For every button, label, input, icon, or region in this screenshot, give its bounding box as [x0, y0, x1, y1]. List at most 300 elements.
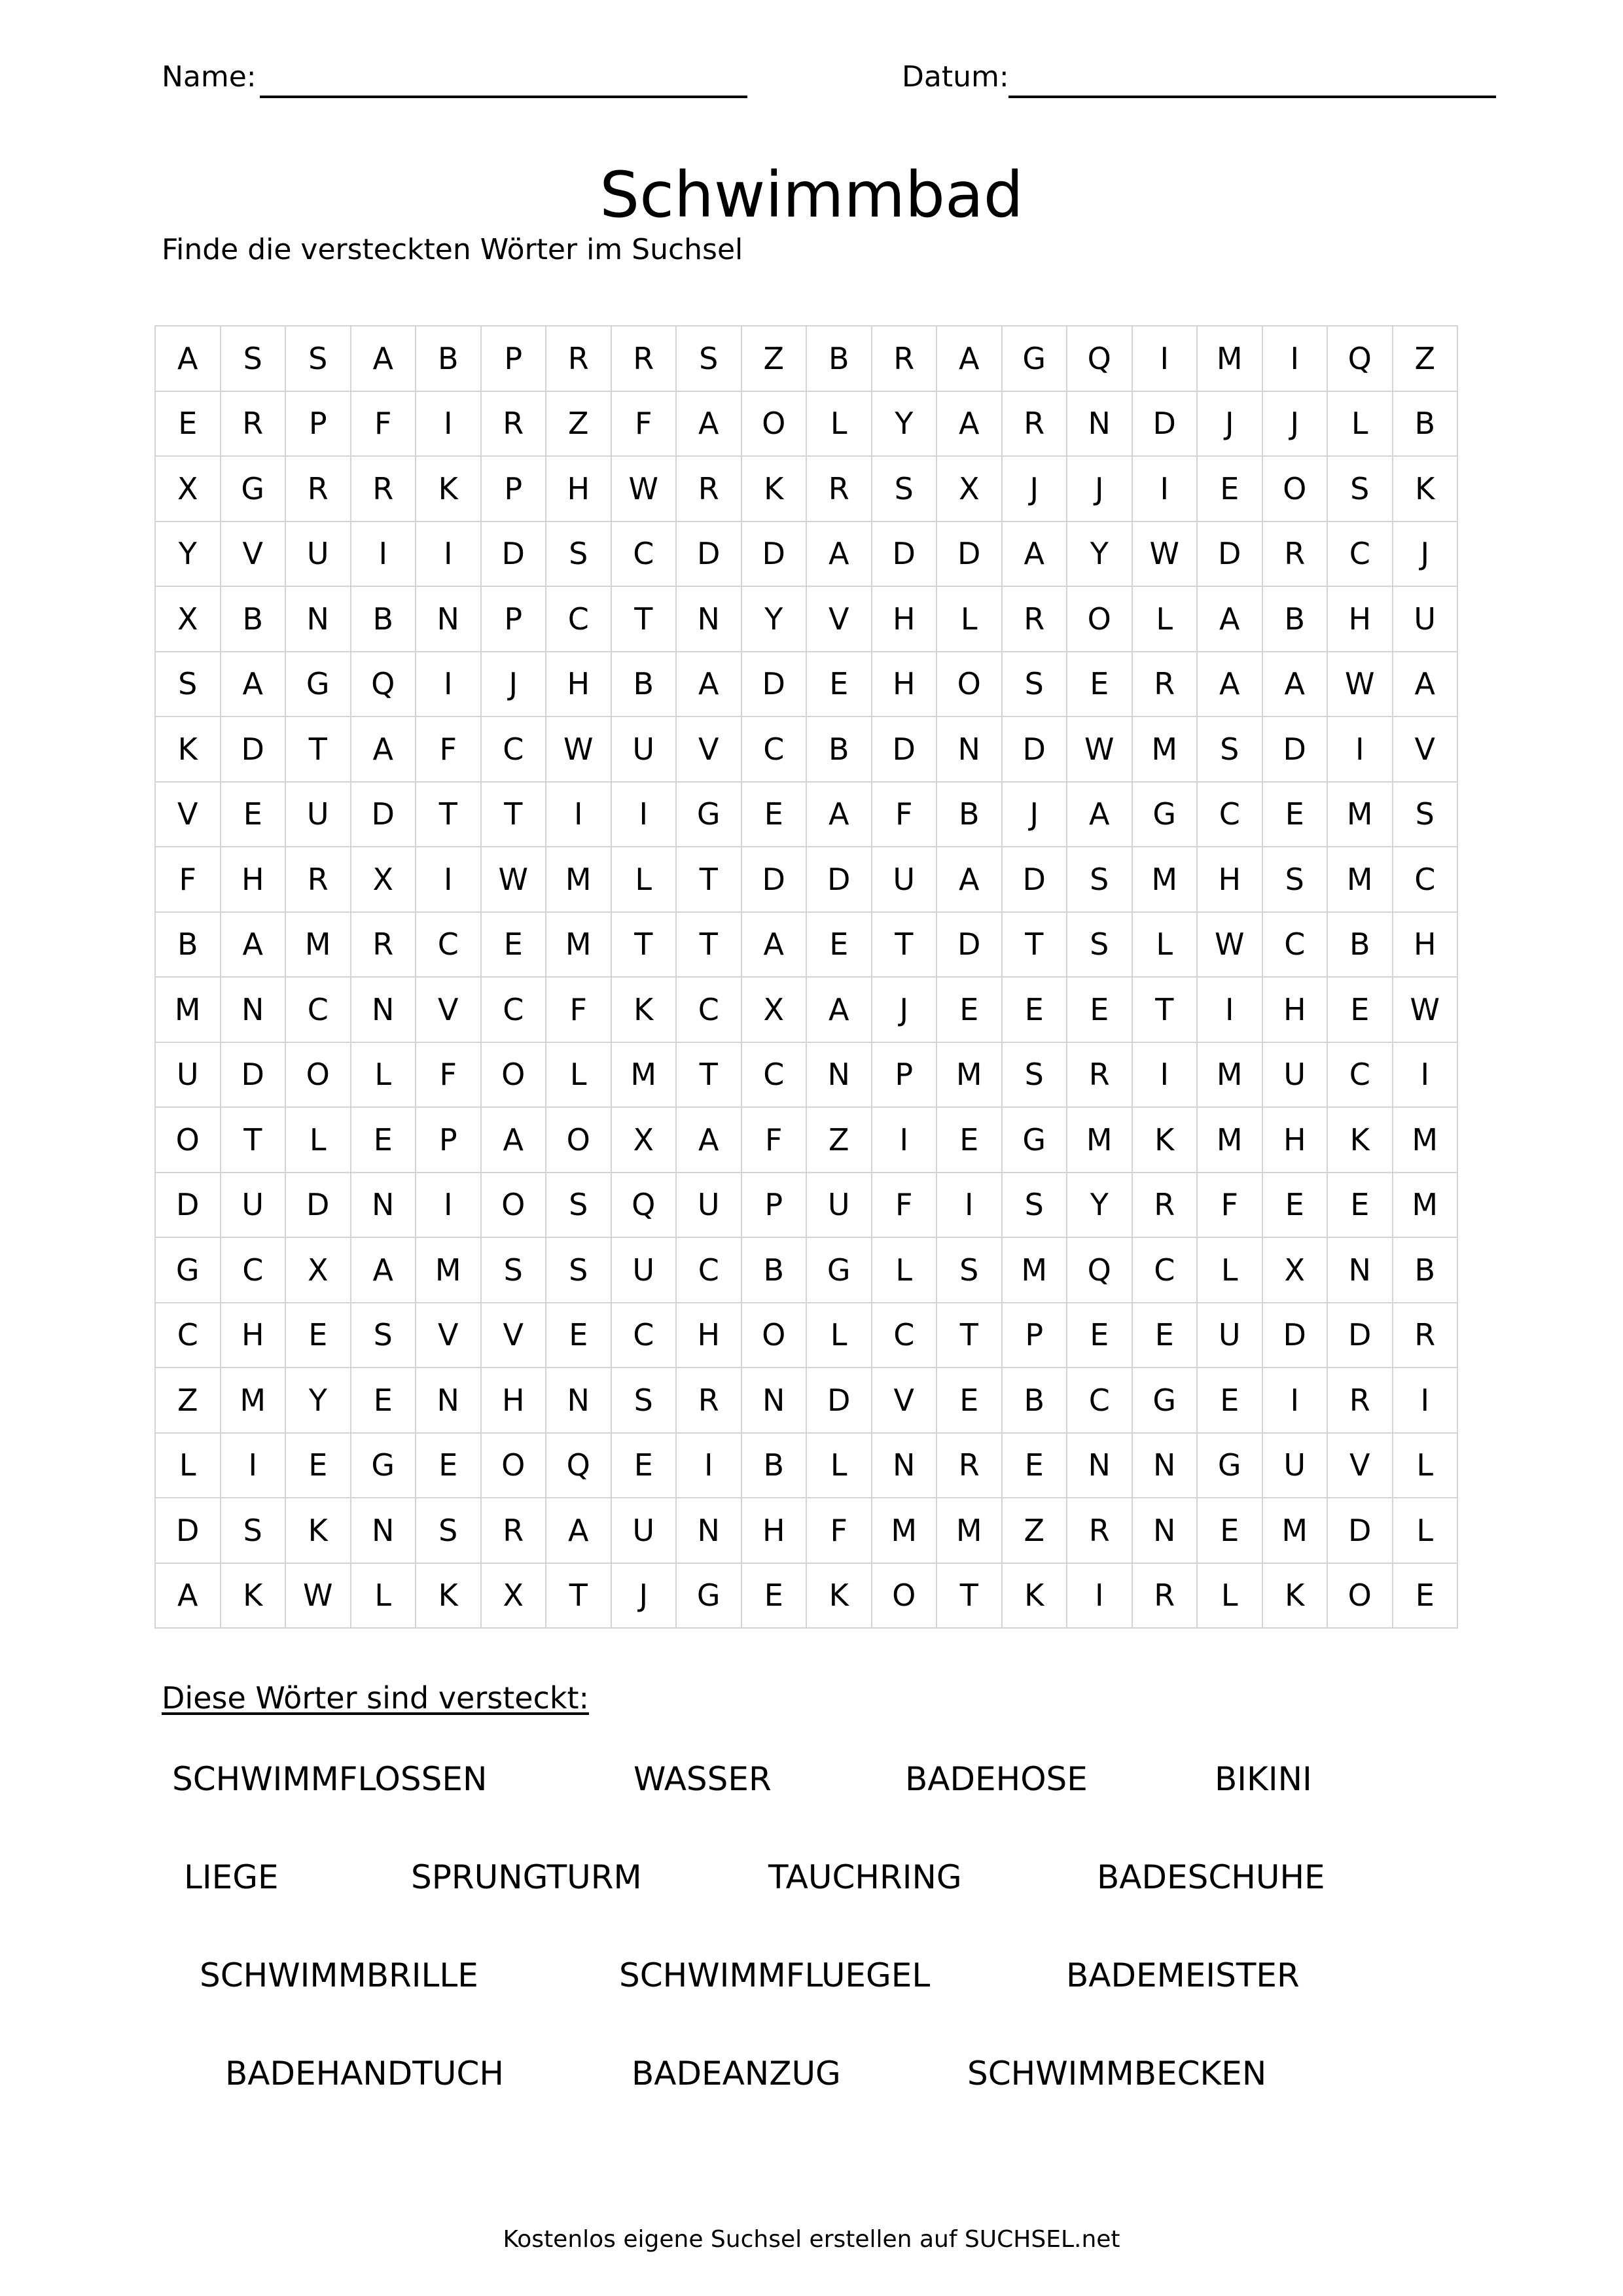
grid-cell[interactable]: M — [285, 912, 351, 978]
grid-cell[interactable]: J — [1197, 391, 1262, 457]
grid-cell[interactable]: D — [155, 1173, 221, 1238]
grid-cell[interactable]: R — [1067, 1042, 1132, 1108]
grid-cell[interactable]: B — [611, 652, 677, 717]
grid-cell[interactable]: X — [285, 1237, 351, 1303]
grid-cell[interactable]: D — [351, 782, 416, 847]
grid-cell[interactable]: E — [1327, 1173, 1393, 1238]
grid-cell[interactable]: L — [546, 1042, 611, 1108]
grid-cell[interactable]: E — [285, 1433, 351, 1498]
grid-cell[interactable]: Y — [155, 521, 221, 587]
grid-cell[interactable]: I — [351, 521, 416, 587]
grid-cell[interactable]: K — [741, 456, 807, 521]
grid-cell[interactable]: F — [611, 391, 677, 457]
grid-cell[interactable]: G — [1197, 1433, 1262, 1498]
grid-cell[interactable]: J — [1002, 456, 1067, 521]
grid-cell[interactable]: C — [481, 977, 546, 1042]
grid-cell[interactable]: A — [155, 1563, 221, 1629]
grid-cell[interactable]: X — [936, 456, 1002, 521]
grid-cell[interactable]: E — [1002, 977, 1067, 1042]
grid-cell[interactable]: S — [1262, 847, 1328, 912]
grid-cell[interactable]: E — [936, 1368, 1002, 1433]
grid-cell[interactable]: S — [611, 1368, 677, 1433]
grid-cell[interactable]: D — [1002, 847, 1067, 912]
grid-cell[interactable]: R — [1002, 391, 1067, 457]
grid-cell[interactable]: C — [676, 1237, 741, 1303]
grid-cell[interactable]: D — [936, 912, 1002, 978]
grid-cell[interactable]: H — [1197, 847, 1262, 912]
grid-cell[interactable]: Q — [611, 1173, 677, 1238]
grid-cell[interactable]: Z — [1002, 1498, 1067, 1563]
grid-cell[interactable]: D — [741, 521, 807, 587]
grid-cell[interactable]: N — [936, 716, 1002, 782]
grid-cell[interactable]: V — [806, 586, 872, 652]
grid-cell[interactable]: W — [1327, 652, 1393, 717]
grid-cell[interactable]: C — [611, 1303, 677, 1368]
grid-cell[interactable]: C — [1132, 1237, 1198, 1303]
grid-cell[interactable]: A — [1197, 586, 1262, 652]
grid-cell[interactable]: L — [155, 1433, 221, 1498]
grid-cell[interactable]: S — [1067, 847, 1132, 912]
grid-cell[interactable]: S — [1002, 1042, 1067, 1108]
grid-cell[interactable]: G — [1132, 782, 1198, 847]
grid-cell[interactable]: X — [351, 847, 416, 912]
grid-cell[interactable]: K — [1262, 1563, 1328, 1629]
grid-cell[interactable]: D — [1327, 1303, 1393, 1368]
grid-cell[interactable]: U — [611, 1498, 677, 1563]
grid-cell[interactable]: E — [1197, 1498, 1262, 1563]
grid-cell[interactable]: M — [1197, 326, 1262, 391]
grid-cell[interactable]: G — [806, 1237, 872, 1303]
grid-cell[interactable]: E — [936, 977, 1002, 1042]
grid-cell[interactable]: H — [546, 652, 611, 717]
grid-cell[interactable]: A — [1002, 521, 1067, 587]
grid-cell[interactable]: E — [936, 1107, 1002, 1173]
grid-cell[interactable]: A — [155, 326, 221, 391]
grid-cell[interactable]: E — [1262, 782, 1328, 847]
grid-cell[interactable]: H — [1262, 1107, 1328, 1173]
grid-cell[interactable]: L — [1393, 1498, 1458, 1563]
grid-cell[interactable]: E — [1132, 1303, 1198, 1368]
grid-cell[interactable]: N — [546, 1368, 611, 1433]
grid-cell[interactable]: R — [611, 326, 677, 391]
grid-cell[interactable]: P — [481, 326, 546, 391]
grid-cell[interactable]: B — [741, 1237, 807, 1303]
grid-cell[interactable]: K — [806, 1563, 872, 1629]
grid-cell[interactable]: H — [481, 1368, 546, 1433]
grid-cell[interactable]: Q — [1067, 1237, 1132, 1303]
grid-cell[interactable]: M — [416, 1237, 481, 1303]
grid-cell[interactable]: R — [351, 456, 416, 521]
grid-cell[interactable]: M — [1327, 782, 1393, 847]
grid-cell[interactable]: A — [1067, 782, 1132, 847]
grid-cell[interactable]: R — [351, 912, 416, 978]
grid-cell[interactable]: P — [481, 456, 546, 521]
grid-cell[interactable]: I — [1262, 326, 1328, 391]
grid-cell[interactable]: D — [285, 1173, 351, 1238]
grid-cell[interactable]: H — [741, 1498, 807, 1563]
grid-cell[interactable]: H — [1393, 912, 1458, 978]
grid-cell[interactable]: K — [221, 1563, 286, 1629]
grid-cell[interactable]: F — [872, 782, 937, 847]
grid-cell[interactable]: S — [481, 1237, 546, 1303]
grid-cell[interactable]: K — [155, 716, 221, 782]
grid-cell[interactable]: U — [1197, 1303, 1262, 1368]
grid-cell[interactable]: I — [1132, 326, 1198, 391]
date-line[interactable] — [1008, 96, 1496, 98]
grid-cell[interactable]: N — [806, 1042, 872, 1108]
grid-cell[interactable]: T — [1132, 977, 1198, 1042]
grid-cell[interactable]: E — [1067, 1303, 1132, 1368]
grid-cell[interactable]: V — [221, 521, 286, 587]
grid-cell[interactable]: D — [936, 521, 1002, 587]
grid-cell[interactable]: D — [1132, 391, 1198, 457]
grid-cell[interactable]: K — [611, 977, 677, 1042]
grid-cell[interactable]: K — [416, 456, 481, 521]
grid-cell[interactable]: Z — [806, 1107, 872, 1173]
grid-cell[interactable]: F — [155, 847, 221, 912]
grid-cell[interactable]: A — [936, 847, 1002, 912]
grid-cell[interactable]: N — [416, 586, 481, 652]
grid-cell[interactable]: E — [416, 1433, 481, 1498]
grid-cell[interactable]: R — [285, 456, 351, 521]
grid-cell[interactable]: N — [351, 977, 416, 1042]
grid-cell[interactable]: R — [1132, 1173, 1198, 1238]
grid-cell[interactable]: Q — [1067, 326, 1132, 391]
grid-cell[interactable]: I — [1393, 1368, 1458, 1433]
grid-cell[interactable]: L — [806, 391, 872, 457]
grid-cell[interactable]: D — [806, 847, 872, 912]
grid-cell[interactable]: E — [806, 912, 872, 978]
grid-cell[interactable]: N — [676, 586, 741, 652]
grid-cell[interactable]: N — [221, 977, 286, 1042]
grid-cell[interactable]: N — [351, 1173, 416, 1238]
grid-cell[interactable]: B — [936, 782, 1002, 847]
grid-cell[interactable]: E — [1067, 977, 1132, 1042]
grid-cell[interactable]: M — [546, 847, 611, 912]
grid-cell[interactable]: S — [416, 1498, 481, 1563]
grid-cell[interactable]: S — [1067, 912, 1132, 978]
grid-cell[interactable]: T — [481, 782, 546, 847]
grid-cell[interactable]: P — [872, 1042, 937, 1108]
grid-cell[interactable]: S — [351, 1303, 416, 1368]
grid-cell[interactable]: A — [351, 1237, 416, 1303]
grid-cell[interactable]: S — [1197, 716, 1262, 782]
grid-cell[interactable]: M — [936, 1498, 1002, 1563]
grid-cell[interactable]: W — [1067, 716, 1132, 782]
grid-cell[interactable]: E — [741, 1563, 807, 1629]
grid-cell[interactable]: M — [546, 912, 611, 978]
grid-cell[interactable]: L — [1327, 391, 1393, 457]
grid-cell[interactable]: O — [1327, 1563, 1393, 1629]
grid-cell[interactable]: S — [221, 1498, 286, 1563]
grid-cell[interactable]: N — [1327, 1237, 1393, 1303]
grid-cell[interactable]: R — [481, 1498, 546, 1563]
grid-cell[interactable]: L — [1197, 1563, 1262, 1629]
grid-cell[interactable]: I — [1067, 1563, 1132, 1629]
grid-cell[interactable]: Z — [546, 391, 611, 457]
grid-cell[interactable]: I — [872, 1107, 937, 1173]
grid-cell[interactable]: V — [481, 1303, 546, 1368]
grid-cell[interactable]: E — [155, 391, 221, 457]
grid-cell[interactable]: I — [611, 782, 677, 847]
grid-cell[interactable]: J — [481, 652, 546, 717]
grid-cell[interactable]: E — [1002, 1433, 1067, 1498]
grid-cell[interactable]: E — [1393, 1563, 1458, 1629]
grid-cell[interactable]: W — [611, 456, 677, 521]
grid-cell[interactable]: Y — [741, 586, 807, 652]
grid-cell[interactable]: Q — [546, 1433, 611, 1498]
grid-cell[interactable]: I — [1393, 1042, 1458, 1108]
grid-cell[interactable]: U — [1262, 1433, 1328, 1498]
grid-cell[interactable]: R — [872, 326, 937, 391]
grid-cell[interactable]: Y — [1067, 521, 1132, 587]
grid-cell[interactable]: G — [676, 782, 741, 847]
grid-cell[interactable]: R — [481, 391, 546, 457]
grid-cell[interactable]: A — [806, 977, 872, 1042]
grid-cell[interactable]: G — [1132, 1368, 1198, 1433]
grid-cell[interactable]: C — [155, 1303, 221, 1368]
grid-cell[interactable]: O — [481, 1042, 546, 1108]
grid-cell[interactable]: B — [416, 326, 481, 391]
grid-cell[interactable]: S — [546, 1237, 611, 1303]
grid-cell[interactable]: L — [936, 586, 1002, 652]
grid-cell[interactable]: H — [1327, 586, 1393, 652]
grid-cell[interactable]: R — [1262, 521, 1328, 587]
grid-cell[interactable]: A — [221, 912, 286, 978]
grid-cell[interactable]: A — [1197, 652, 1262, 717]
grid-cell[interactable]: M — [1132, 847, 1198, 912]
grid-cell[interactable]: U — [155, 1042, 221, 1108]
grid-cell[interactable]: R — [1132, 1563, 1198, 1629]
grid-cell[interactable]: C — [741, 716, 807, 782]
grid-cell[interactable]: I — [1132, 456, 1198, 521]
grid-cell[interactable]: W — [1132, 521, 1198, 587]
grid-cell[interactable]: B — [1393, 1237, 1458, 1303]
grid-cell[interactable]: H — [546, 456, 611, 521]
grid-cell[interactable]: A — [676, 652, 741, 717]
grid-cell[interactable]: L — [351, 1563, 416, 1629]
grid-cell[interactable]: X — [741, 977, 807, 1042]
grid-cell[interactable]: O — [741, 1303, 807, 1368]
grid-cell[interactable]: V — [1393, 716, 1458, 782]
grid-cell[interactable]: C — [546, 586, 611, 652]
grid-cell[interactable]: E — [1197, 1368, 1262, 1433]
grid-cell[interactable]: D — [1327, 1498, 1393, 1563]
grid-cell[interactable]: S — [546, 521, 611, 587]
grid-cell[interactable]: I — [1132, 1042, 1198, 1108]
grid-cell[interactable]: B — [221, 586, 286, 652]
grid-cell[interactable]: T — [285, 716, 351, 782]
grid-cell[interactable]: G — [285, 652, 351, 717]
grid-cell[interactable]: D — [1262, 716, 1328, 782]
grid-cell[interactable]: I — [416, 391, 481, 457]
grid-cell[interactable]: D — [741, 652, 807, 717]
grid-cell[interactable]: B — [806, 716, 872, 782]
grid-cell[interactable]: O — [1067, 586, 1132, 652]
grid-cell[interactable]: Y — [285, 1368, 351, 1433]
grid-cell[interactable]: R — [285, 847, 351, 912]
grid-cell[interactable]: L — [806, 1433, 872, 1498]
grid-cell[interactable]: S — [546, 1173, 611, 1238]
grid-cell[interactable]: R — [1067, 1498, 1132, 1563]
grid-cell[interactable]: L — [872, 1237, 937, 1303]
grid-cell[interactable]: K — [1327, 1107, 1393, 1173]
grid-cell[interactable]: J — [1393, 521, 1458, 587]
grid-cell[interactable]: N — [741, 1368, 807, 1433]
grid-cell[interactable]: T — [676, 847, 741, 912]
grid-cell[interactable]: H — [872, 652, 937, 717]
grid-cell[interactable]: D — [1002, 716, 1067, 782]
grid-cell[interactable]: B — [155, 912, 221, 978]
grid-cell[interactable]: C — [1067, 1368, 1132, 1433]
grid-cell[interactable]: T — [611, 586, 677, 652]
grid-cell[interactable]: I — [416, 1173, 481, 1238]
grid-cell[interactable]: T — [1002, 912, 1067, 978]
grid-cell[interactable]: R — [1393, 1303, 1458, 1368]
grid-cell[interactable]: P — [1002, 1303, 1067, 1368]
grid-cell[interactable]: U — [285, 521, 351, 587]
grid-cell[interactable]: T — [676, 1042, 741, 1108]
grid-cell[interactable]: F — [741, 1107, 807, 1173]
grid-cell[interactable]: U — [1393, 586, 1458, 652]
grid-cell[interactable]: Z — [155, 1368, 221, 1433]
grid-cell[interactable]: T — [872, 912, 937, 978]
grid-cell[interactable]: A — [546, 1498, 611, 1563]
grid-cell[interactable]: H — [221, 1303, 286, 1368]
grid-cell[interactable]: N — [1132, 1498, 1198, 1563]
grid-cell[interactable]: E — [481, 912, 546, 978]
grid-cell[interactable]: D — [1197, 521, 1262, 587]
grid-cell[interactable]: S — [1002, 652, 1067, 717]
grid-cell[interactable]: M — [1197, 1107, 1262, 1173]
grid-cell[interactable]: K — [1393, 456, 1458, 521]
grid-cell[interactable]: C — [872, 1303, 937, 1368]
date-field[interactable] — [902, 60, 1009, 94]
grid-cell[interactable]: O — [872, 1563, 937, 1629]
grid-cell[interactable]: O — [155, 1107, 221, 1173]
grid-cell[interactable]: R — [676, 456, 741, 521]
grid-cell[interactable]: J — [1067, 456, 1132, 521]
grid-cell[interactable]: C — [285, 977, 351, 1042]
grid-cell[interactable]: C — [676, 977, 741, 1042]
grid-cell[interactable]: Z — [741, 326, 807, 391]
grid-cell[interactable]: B — [741, 1433, 807, 1498]
grid-cell[interactable]: S — [285, 326, 351, 391]
grid-cell[interactable]: X — [155, 586, 221, 652]
grid-cell[interactable]: J — [1262, 391, 1328, 457]
grid-cell[interactable]: K — [285, 1498, 351, 1563]
grid-cell[interactable]: C — [611, 521, 677, 587]
grid-cell[interactable]: F — [872, 1173, 937, 1238]
grid-cell[interactable]: S — [155, 652, 221, 717]
grid-cell[interactable]: C — [1327, 1042, 1393, 1108]
grid-cell[interactable]: J — [611, 1563, 677, 1629]
grid-cell[interactable]: R — [546, 326, 611, 391]
grid-cell[interactable]: E — [611, 1433, 677, 1498]
grid-cell[interactable]: E — [546, 1303, 611, 1368]
grid-cell[interactable]: S — [936, 1237, 1002, 1303]
grid-cell[interactable]: D — [872, 716, 937, 782]
grid-cell[interactable]: S — [676, 326, 741, 391]
grid-cell[interactable]: G — [351, 1433, 416, 1498]
grid-cell[interactable]: D — [676, 521, 741, 587]
grid-cell[interactable]: L — [1132, 586, 1198, 652]
grid-cell[interactable]: D — [221, 1042, 286, 1108]
grid-cell[interactable]: R — [676, 1368, 741, 1433]
grid-cell[interactable]: A — [741, 912, 807, 978]
grid-cell[interactable]: I — [936, 1173, 1002, 1238]
grid-cell[interactable]: P — [481, 586, 546, 652]
grid-cell[interactable]: E — [741, 782, 807, 847]
grid-cell[interactable]: F — [416, 1042, 481, 1108]
grid-cell[interactable]: N — [1067, 1433, 1132, 1498]
grid-cell[interactable]: U — [221, 1173, 286, 1238]
grid-cell[interactable]: T — [221, 1107, 286, 1173]
grid-cell[interactable]: K — [416, 1563, 481, 1629]
grid-cell[interactable]: G — [155, 1237, 221, 1303]
grid-cell[interactable]: A — [1262, 652, 1328, 717]
grid-cell[interactable]: V — [416, 977, 481, 1042]
grid-cell[interactable]: M — [1393, 1173, 1458, 1238]
grid-cell[interactable]: A — [676, 1107, 741, 1173]
grid-cell[interactable]: V — [676, 716, 741, 782]
grid-cell[interactable]: O — [481, 1173, 546, 1238]
grid-cell[interactable]: M — [1197, 1042, 1262, 1108]
grid-cell[interactable]: I — [546, 782, 611, 847]
grid-cell[interactable]: Q — [351, 652, 416, 717]
grid-cell[interactable]: L — [285, 1107, 351, 1173]
grid-cell[interactable]: U — [806, 1173, 872, 1238]
grid-cell[interactable]: R — [1002, 586, 1067, 652]
grid-cell[interactable]: B — [1393, 391, 1458, 457]
grid-cell[interactable]: G — [676, 1563, 741, 1629]
grid-cell[interactable]: B — [351, 586, 416, 652]
grid-cell[interactable]: E — [806, 652, 872, 717]
grid-cell[interactable]: T — [611, 912, 677, 978]
grid-cell[interactable]: K — [1132, 1107, 1198, 1173]
grid-cell[interactable]: V — [155, 782, 221, 847]
grid-cell[interactable]: T — [416, 782, 481, 847]
grid-cell[interactable]: O — [936, 652, 1002, 717]
grid-cell[interactable]: H — [221, 847, 286, 912]
grid-cell[interactable]: C — [221, 1237, 286, 1303]
grid-cell[interactable]: M — [221, 1368, 286, 1433]
grid-cell[interactable]: B — [1262, 586, 1328, 652]
grid-cell[interactable]: A — [351, 716, 416, 782]
grid-cell[interactable]: X — [1262, 1237, 1328, 1303]
grid-cell[interactable]: I — [1262, 1368, 1328, 1433]
grid-cell[interactable]: O — [1262, 456, 1328, 521]
grid-cell[interactable]: E — [1067, 652, 1132, 717]
grid-cell[interactable]: E — [351, 1107, 416, 1173]
grid-cell[interactable]: E — [1262, 1173, 1328, 1238]
grid-cell[interactable]: C — [1197, 782, 1262, 847]
grid-cell[interactable]: H — [1262, 977, 1328, 1042]
grid-cell[interactable]: K — [1002, 1563, 1067, 1629]
grid-cell[interactable]: L — [611, 847, 677, 912]
grid-cell[interactable]: V — [1327, 1433, 1393, 1498]
grid-cell[interactable]: S — [221, 326, 286, 391]
grid-cell[interactable]: P — [741, 1173, 807, 1238]
grid-cell[interactable]: T — [936, 1303, 1002, 1368]
grid-cell[interactable]: C — [416, 912, 481, 978]
grid-cell[interactable]: U — [611, 1237, 677, 1303]
grid-cell[interactable]: C — [481, 716, 546, 782]
grid-cell[interactable]: D — [741, 847, 807, 912]
name-field[interactable] — [162, 60, 257, 94]
grid-cell[interactable]: W — [285, 1563, 351, 1629]
grid-cell[interactable]: U — [676, 1173, 741, 1238]
